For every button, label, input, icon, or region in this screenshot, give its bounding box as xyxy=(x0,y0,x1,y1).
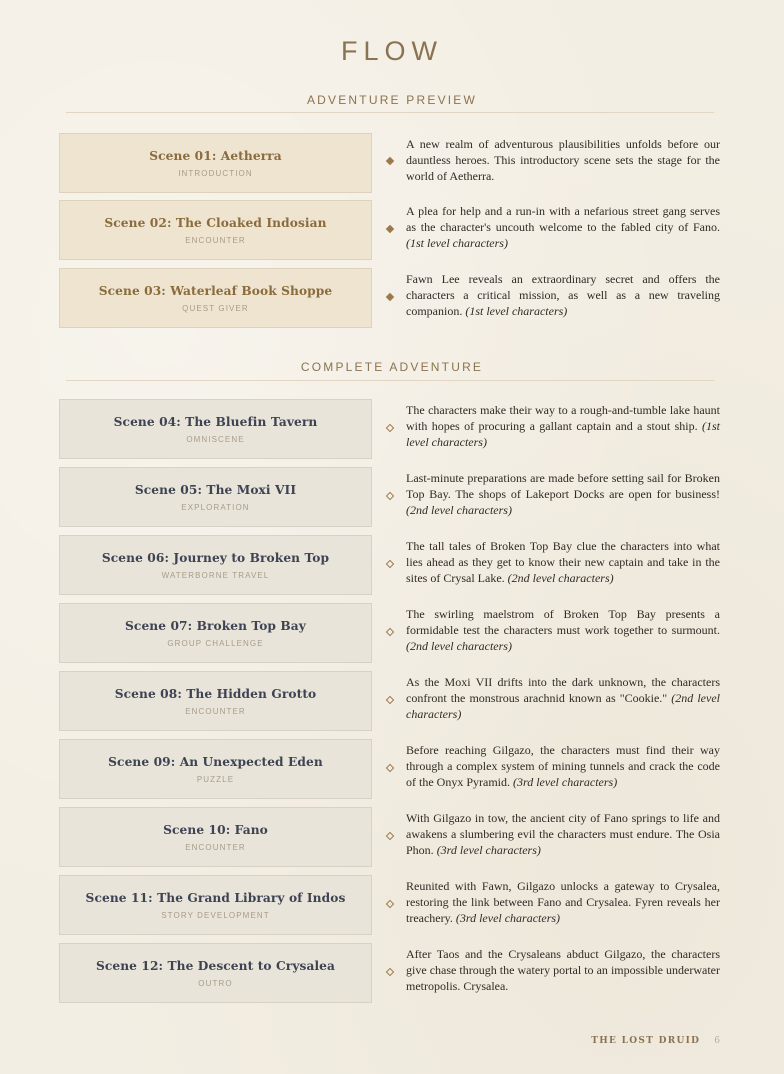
scene-type: EXPLORATION xyxy=(181,502,250,512)
scene-description-text: A plea for help and a run-in with a nefarious street gang serves as the character's uncouth welcome to the fabled city of Fano. xyxy=(406,204,720,234)
scene-row xyxy=(59,739,721,801)
scene-card xyxy=(59,943,372,1003)
scene-row xyxy=(59,467,721,529)
scene-type: QUEST GIVER xyxy=(182,303,249,313)
scene-card xyxy=(59,399,372,459)
scene-level: (1st level characters) xyxy=(406,419,720,449)
scene-level: (3rd level characters) xyxy=(455,911,561,925)
scene-card xyxy=(59,535,372,595)
complete-divider xyxy=(66,380,714,381)
scene-level: (2nd level characters) xyxy=(406,639,512,653)
scene-title: Scene 08: The Hidden Grotto xyxy=(114,686,317,701)
scene-level: (3rd level characters) xyxy=(436,843,541,857)
scene-row xyxy=(59,535,721,597)
complete-adventure-heading: COMPLETE ADVENTURE xyxy=(300,360,484,374)
scene-description-text: After Taos and the Crysaleans abduct Gilgazo, the characters give chase through the watery portal to an impossible underwater metropolis. Crysalea. xyxy=(406,947,720,993)
scene-card xyxy=(59,133,372,193)
scene-description-text: Reunited with Fawn, Gilgazo unlocks a gateway to Crysalea, restoring the link between Fano and Crysalea. Fyren reveals her treachery. xyxy=(406,879,720,925)
diamond-solid-icon xyxy=(386,157,394,165)
scene-description-text: Last-minute preparations are made before setting sail for Broken Top Bay. The shops of Lakeport Docks are open for business! xyxy=(406,471,720,501)
scene-card xyxy=(59,807,372,867)
diamond-outline-icon xyxy=(386,968,394,976)
scene-description xyxy=(406,538,720,586)
scene-title: Scene 05: The Moxi VII xyxy=(134,482,297,497)
adventure-preview-heading: ADVENTURE PREVIEW xyxy=(306,93,478,107)
scene-description xyxy=(406,203,720,251)
diamond-outline-icon xyxy=(386,492,394,500)
scene-description xyxy=(406,742,720,790)
scene-card xyxy=(59,875,372,935)
scene-description-text: The characters make their way to a rough-and-tumble lake haunt with hopes of procuring a gallant captain and a stout ship. xyxy=(406,403,720,433)
scene-description xyxy=(406,878,720,926)
scene-row xyxy=(59,807,721,869)
scene-description-text: As the Moxi VII drifts into the dark unknown, the characters confront the monstrous arachnid known as "Cookie." xyxy=(406,675,720,705)
scene-type: PUZZLE xyxy=(196,774,235,784)
scene-title: Scene 06: Journey to Broken Top xyxy=(101,550,330,565)
scene-card xyxy=(59,268,372,328)
scene-level: (1st level characters) xyxy=(406,236,508,250)
scene-row xyxy=(59,603,721,665)
scene-description-text: Fawn Lee reveals an extraordinary secret and offers the characters a critical mission, as well as a new traveling companion. xyxy=(406,272,720,318)
page-title: FLOW xyxy=(341,36,443,66)
scene-description xyxy=(406,606,720,654)
scene-row xyxy=(59,268,721,330)
scene-description-text: With Gilgazo in tow, the ancient city of Fano springs to life and awakens a slumbering evil the characters must endure. The Osia Phon. xyxy=(406,811,720,857)
diamond-outline-icon xyxy=(386,832,394,840)
diamond-outline-icon xyxy=(386,696,394,704)
scene-title: Scene 11: The Grand Library of Indos xyxy=(85,890,346,905)
scene-title: Scene 09: An Unexpected Eden xyxy=(108,754,323,769)
scene-level: (3rd level characters) xyxy=(513,775,618,789)
scene-level: (2nd level characters) xyxy=(406,503,512,517)
scene-type: STORY DEVELOPMENT xyxy=(161,910,270,920)
scene-type: ENCOUNTER xyxy=(185,706,246,716)
scene-card xyxy=(59,603,372,663)
scene-type: INTRODUCTION xyxy=(178,168,253,178)
diamond-outline-icon xyxy=(386,560,394,568)
scene-title: Scene 01: Aetherra xyxy=(149,148,282,163)
preview-divider xyxy=(66,112,714,113)
scene-type: GROUP CHALLENGE xyxy=(167,638,264,648)
scene-type: OMNISCENE xyxy=(186,434,245,444)
scene-title: Scene 04: The Bluefin Tavern xyxy=(113,414,318,429)
diamond-outline-icon xyxy=(386,424,394,432)
scene-card xyxy=(59,671,372,731)
scene-description xyxy=(406,946,720,994)
scene-description xyxy=(406,402,720,450)
page-footer xyxy=(591,1036,720,1046)
scene-description-text: The tall tales of Broken Top Bay clue the characters into what lies ahead as they get to know their new captain and take in the sites of Crysal Lake. xyxy=(406,539,720,585)
scene-type: ENCOUNTER xyxy=(185,842,246,852)
scene-level: (1st level characters) xyxy=(465,304,568,318)
scene-row xyxy=(59,671,721,733)
scene-description-text: A new realm of adventurous plausibilities unfolds before our dauntless heroes. This introductory scene sets the stage for the world of Aetherra. xyxy=(406,137,720,183)
diamond-outline-icon xyxy=(386,764,394,772)
scene-title: Scene 07: Broken Top Bay xyxy=(125,618,306,633)
scene-title: Scene 12: The Descent to Crysalea xyxy=(95,958,336,973)
diamond-solid-icon xyxy=(386,293,394,301)
scene-description-text: The swirling maelstrom of Broken Top Bay presents a formidable test the characters must work together to surmount. xyxy=(406,607,720,637)
scene-row xyxy=(59,875,721,937)
diamond-outline-icon xyxy=(386,900,394,908)
book-title: THE LOST DRUID xyxy=(591,1036,701,1046)
scene-description xyxy=(406,470,720,518)
scene-title: Scene 02: The Cloaked Indosian xyxy=(104,215,327,230)
scene-type: WATERBORNE TRAVEL xyxy=(161,570,270,580)
scene-card xyxy=(59,739,372,799)
diamond-outline-icon xyxy=(386,628,394,636)
scene-level: (2nd level characters) xyxy=(406,691,720,721)
scene-description xyxy=(406,136,720,184)
scene-row xyxy=(59,200,721,262)
scene-level: (2nd level characters) xyxy=(507,571,614,585)
scene-row xyxy=(59,133,721,195)
scene-type: OUTRO xyxy=(198,978,233,988)
scene-description xyxy=(406,271,720,319)
scene-row xyxy=(59,943,721,1005)
scene-title: Scene 10: Fano xyxy=(163,822,268,837)
scene-title: Scene 03: Waterleaf Book Shoppe xyxy=(98,283,333,298)
scene-card xyxy=(59,200,372,260)
scene-description xyxy=(406,810,720,858)
scene-row xyxy=(59,399,721,461)
scene-description xyxy=(406,674,720,722)
scene-type: ENCOUNTER xyxy=(185,235,246,245)
diamond-solid-icon xyxy=(386,225,394,233)
scene-card xyxy=(59,467,372,527)
scene-description-text: Before reaching Gilgazo, the characters must find their way through a complex system of mining tunnels and crack the code of the Onyx Pyramid. xyxy=(406,743,720,789)
page-number: 6 xyxy=(714,1036,720,1046)
